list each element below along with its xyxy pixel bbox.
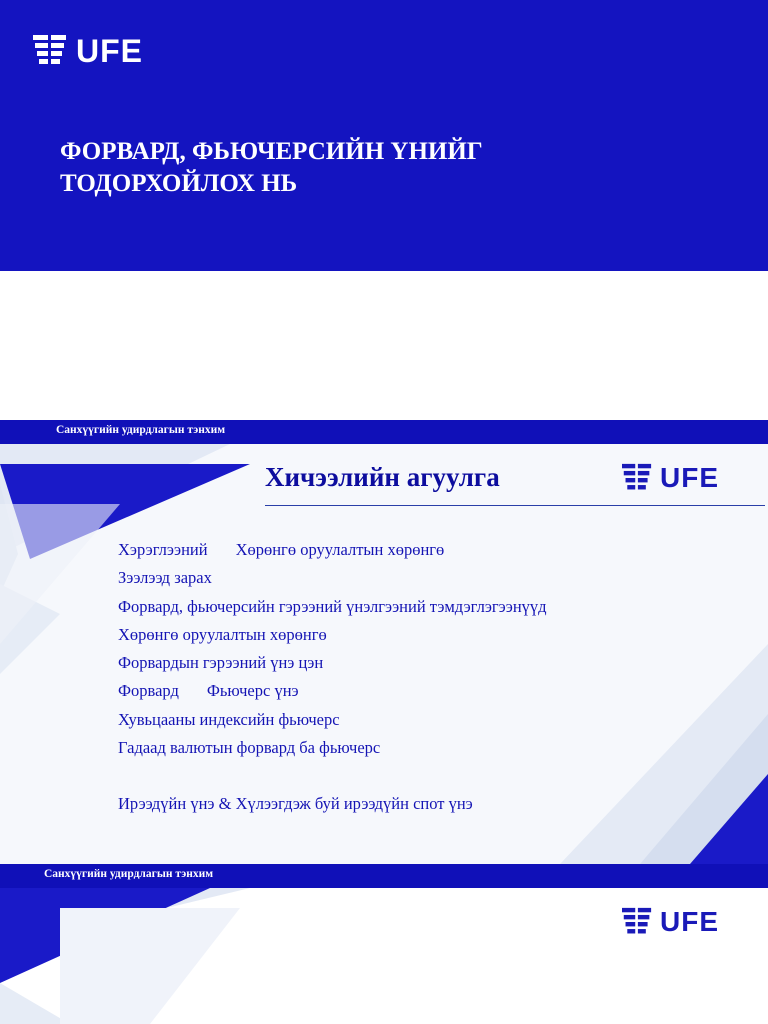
ufe-logo-mark-icon: [33, 33, 67, 69]
department-label: Санхүүгийн удирдлагын тэнхим: [44, 868, 214, 880]
department-band: [0, 864, 768, 888]
agenda-item-text: Гадаад валютын форвард ба фьючерс: [118, 738, 381, 758]
logo-text: UFE: [660, 462, 719, 493]
agenda-item-text: Хувьцааны индексийн фьючерс: [118, 709, 340, 729]
title-underline: [265, 505, 765, 506]
agenda-list: [118, 536, 547, 819]
ufe-logo-mark-icon: [622, 906, 652, 938]
agenda-item-text: Хэрэглээний: [118, 540, 208, 559]
agenda-item-text: Ирээдүйн үнэ & Хүлээгдэж буй ирээдүйн спот үнэ: [118, 794, 473, 814]
agenda-slide: [0, 444, 768, 864]
agenda-item: [118, 621, 547, 649]
logo-text: UFE: [76, 33, 143, 69]
logo-text: UFE: [660, 906, 719, 937]
ufe-logo: [622, 906, 719, 938]
agenda-item: [118, 706, 547, 734]
agenda-item: [118, 536, 547, 564]
agenda-item: [118, 649, 547, 677]
agenda-item-text: Фьючерс үнэ: [206, 681, 299, 701]
title-slide: [0, 0, 768, 271]
agenda-item-text: Зээлээд зарах: [118, 568, 212, 588]
agenda-title: Хичээлийн агуулга: [265, 462, 500, 492]
agenda-item-text: Форвард: [118, 681, 179, 701]
department-band: [0, 420, 768, 444]
agenda-item: [118, 734, 547, 762]
agenda-item-text: Хөрөнгө оруулалтын хөрөнгө: [235, 540, 445, 559]
ufe-logo-mark-icon: [622, 462, 652, 494]
title-line-1: ФОРВАРД, ФЬЮЧЕРСИЙН ҮНИЙГ: [60, 138, 483, 165]
agenda-item: [118, 677, 547, 705]
next-slide: [0, 888, 768, 1024]
ufe-logo: [622, 462, 719, 494]
agenda-item: [118, 790, 547, 818]
department-label: Санхүүгийн удирдлагын тэнхим: [56, 424, 226, 436]
agenda-item-text: Форвард, фьючерсийн гэрээний үнэлгээний тэмдэглэгээнүүд: [118, 596, 547, 616]
agenda-item: [118, 564, 547, 592]
agenda-item: [118, 593, 547, 621]
presentation-title: [60, 136, 700, 200]
title-line-2: ТОДОРХОЙЛОХ НЬ: [60, 170, 298, 197]
agenda-item-text: Хөрөнгө оруулалтын хөрөнгө: [118, 624, 327, 644]
ufe-logo: [33, 33, 143, 69]
agenda-item-text: Форвардын гэрээний үнэ цэн: [118, 653, 324, 673]
